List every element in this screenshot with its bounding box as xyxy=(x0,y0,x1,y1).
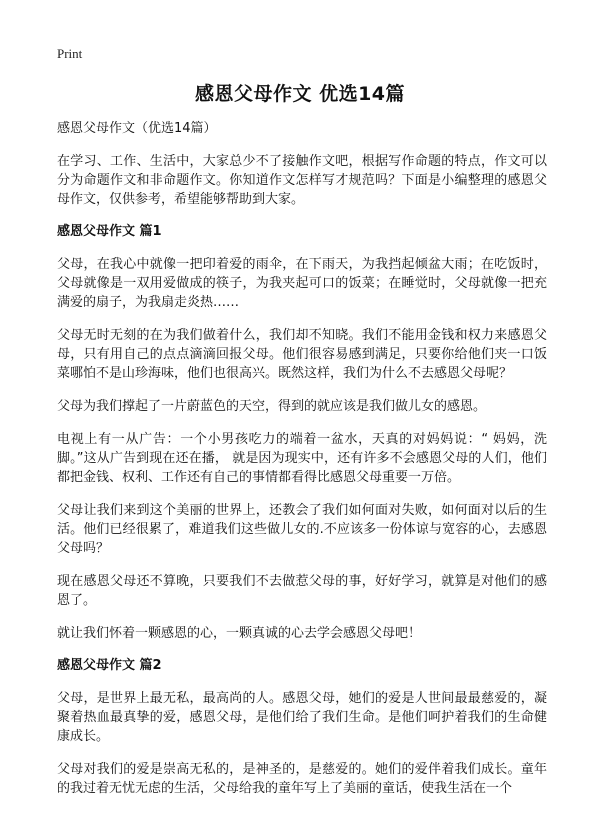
section-1-paragraph-7: 就让我们怀着一颗感恩的心，一颗真诚的心去学会感恩父母吧！ xyxy=(57,626,422,641)
section-1-paragraph-3: 父母为我们撑起了一片蔚蓝色的天空，得到的就应该是我们做儿女的感恩。 xyxy=(57,399,487,414)
print-link[interactable]: Print xyxy=(57,46,83,61)
section-1-paragraph-6: 现在感恩父母还不算晚，只要我们不去做惹父母的事，好好学习，就算是对他们的感恩了。 xyxy=(57,574,547,608)
section-heading-1: 感恩父母作文 篇1 xyxy=(57,224,162,239)
document-title: 感恩父母作文 优选14篇 xyxy=(194,83,406,105)
document-subtitle: 感恩父母作文（优选14篇） xyxy=(57,121,217,136)
document-body xyxy=(57,119,547,812)
section-1-paragraph-5: 父母让我们来到这个美丽的世界上，还教会了我们如何面对失败，如何面对以后的生活。他们已经很累了，难道我们这些做儿女的.不应该多一份体谅与宽容的心，去感恩父母吗？ xyxy=(57,503,547,556)
section-1-paragraph-4: 电视上有一从广告：一个小男孩吃力的端着一盆水，天真的对妈妈说：“ 妈妈，洗脚。”这从广告到现在还在播， 就是因为现实中，还有许多不会感恩父母的人们，他们都把金钱、权利、工作还有自己的事情都看得比感恩父母重要一万倍。 xyxy=(57,432,547,485)
intro-paragraph: 在学习、工作、生活中，大家总少不了接触作文吧，根据写作命题的特点，作文可以分为命题作文和非命题作文。你知道作文怎样写才规范吗？下面是小编整理的感恩父母作文，仅供参考，希望能够帮助到大家。 xyxy=(57,154,547,207)
section-2-paragraph-2: 父母对我们的爱是崇高无私的，是神圣的，是慈爱的。她们的爱伴着我们成长。童年的我过着无忧无虑的生活，父母给我的童年写上了美丽的童话，使我生活在一个 xyxy=(57,762,547,796)
section-1-paragraph-2: 父母无时无刻的在为我们做着什么，我们却不知晓。我们不能用金钱和权力来感恩父母，只有用自己的点点滴滴回报父母。他们很容易感到满足，只要你给他们夹一口饭菜哪怕不是山珍海味，他们也很高兴。既然这样，我们为什么不去感恩父母呢？ xyxy=(57,328,547,381)
section-1-paragraph-1: 父母，在我心中就像一把印着爱的雨伞，在下雨天，为我挡起倾盆大雨；在吃饭时，父母就像是一双用爱做成的筷子，为我夹起可口的饭菜；在睡觉时，父母就像一把充满爱的扇子，为我扇走炎热…… xyxy=(57,257,547,310)
section-2-paragraph-1: 父母，是世界上最无私，最高尚的人。感恩父母，她们的爱是人世间最最慈爱的，凝聚着热血最真挚的爱，感恩父母，是他们给了我们生命。是他们呵护着我们的生命健康成长。 xyxy=(57,691,547,744)
section-heading-2: 感恩父母作文 篇2 xyxy=(57,658,162,673)
